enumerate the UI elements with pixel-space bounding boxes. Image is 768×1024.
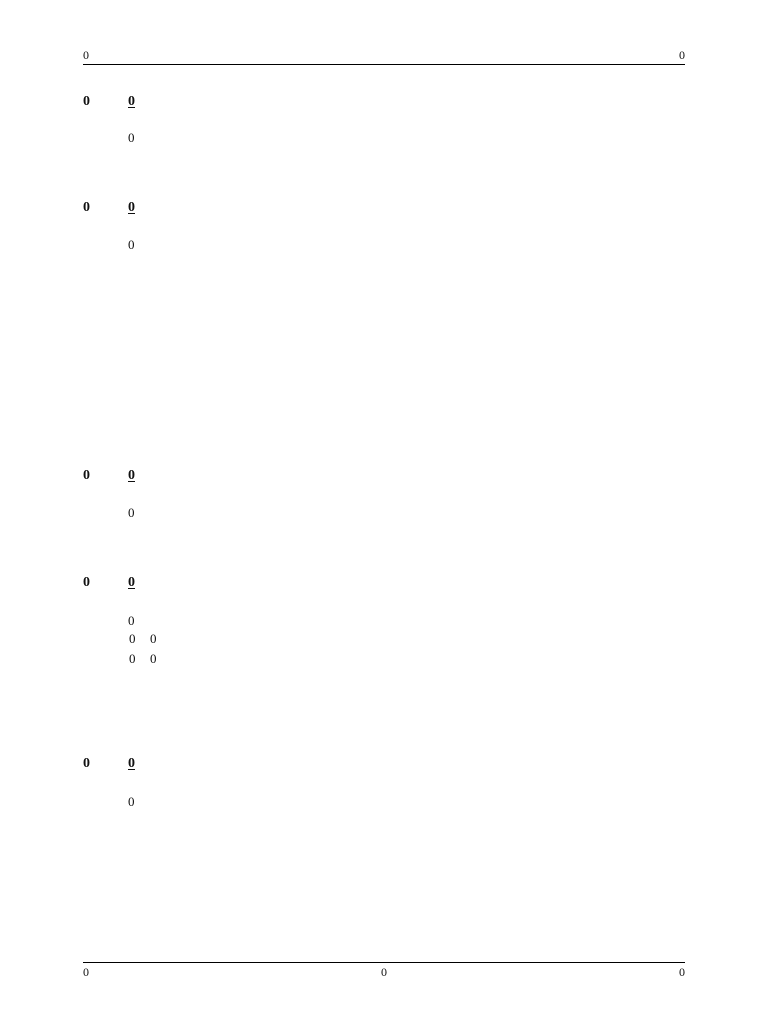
bullet-icon: 0 (129, 631, 136, 647)
section-number: 0 (83, 575, 90, 590)
section-body: 0 (128, 130, 135, 145)
section-heading (83, 575, 685, 595)
section-number: 0 (83, 756, 90, 771)
section-learning-outcome (83, 575, 685, 667)
section-title: 0 (128, 94, 135, 109)
footer-institution: 0 (381, 965, 387, 979)
section-title: 0 (128, 575, 135, 590)
section-coursework-title (83, 94, 685, 146)
section-overview-description (83, 200, 685, 253)
section-heading (83, 468, 685, 488)
list-item (128, 650, 685, 667)
page-header (83, 47, 685, 65)
section-title: 0 (128, 200, 135, 215)
section-heading (83, 94, 685, 114)
section-number: 0 (83, 468, 90, 483)
section-body (128, 612, 685, 667)
section-title: 0 (128, 756, 135, 771)
footer-level: 0 (83, 965, 89, 979)
header-course-title: 0 (83, 48, 89, 62)
header-page-number: 0 (679, 48, 685, 62)
section-body: 0 (128, 794, 135, 809)
page-footer (83, 962, 685, 979)
bullet-icon: 0 (129, 651, 136, 667)
list-item (128, 630, 685, 647)
learning-outcome-intro: 0 (128, 613, 135, 628)
section-heading (83, 756, 685, 776)
section-number: 0 (83, 94, 90, 109)
list-item-text: 0 (150, 631, 157, 647)
list-item-text: 0 (150, 651, 157, 667)
section-objective (83, 468, 685, 521)
section-body: 0 (128, 237, 135, 252)
section-type (83, 756, 685, 810)
section-heading (83, 200, 685, 220)
section-title: 0 (128, 468, 135, 483)
footer-year: 0 (679, 965, 685, 979)
section-number: 0 (83, 200, 90, 215)
section-body: 0 (128, 505, 135, 520)
learning-outcome-list (128, 630, 685, 667)
